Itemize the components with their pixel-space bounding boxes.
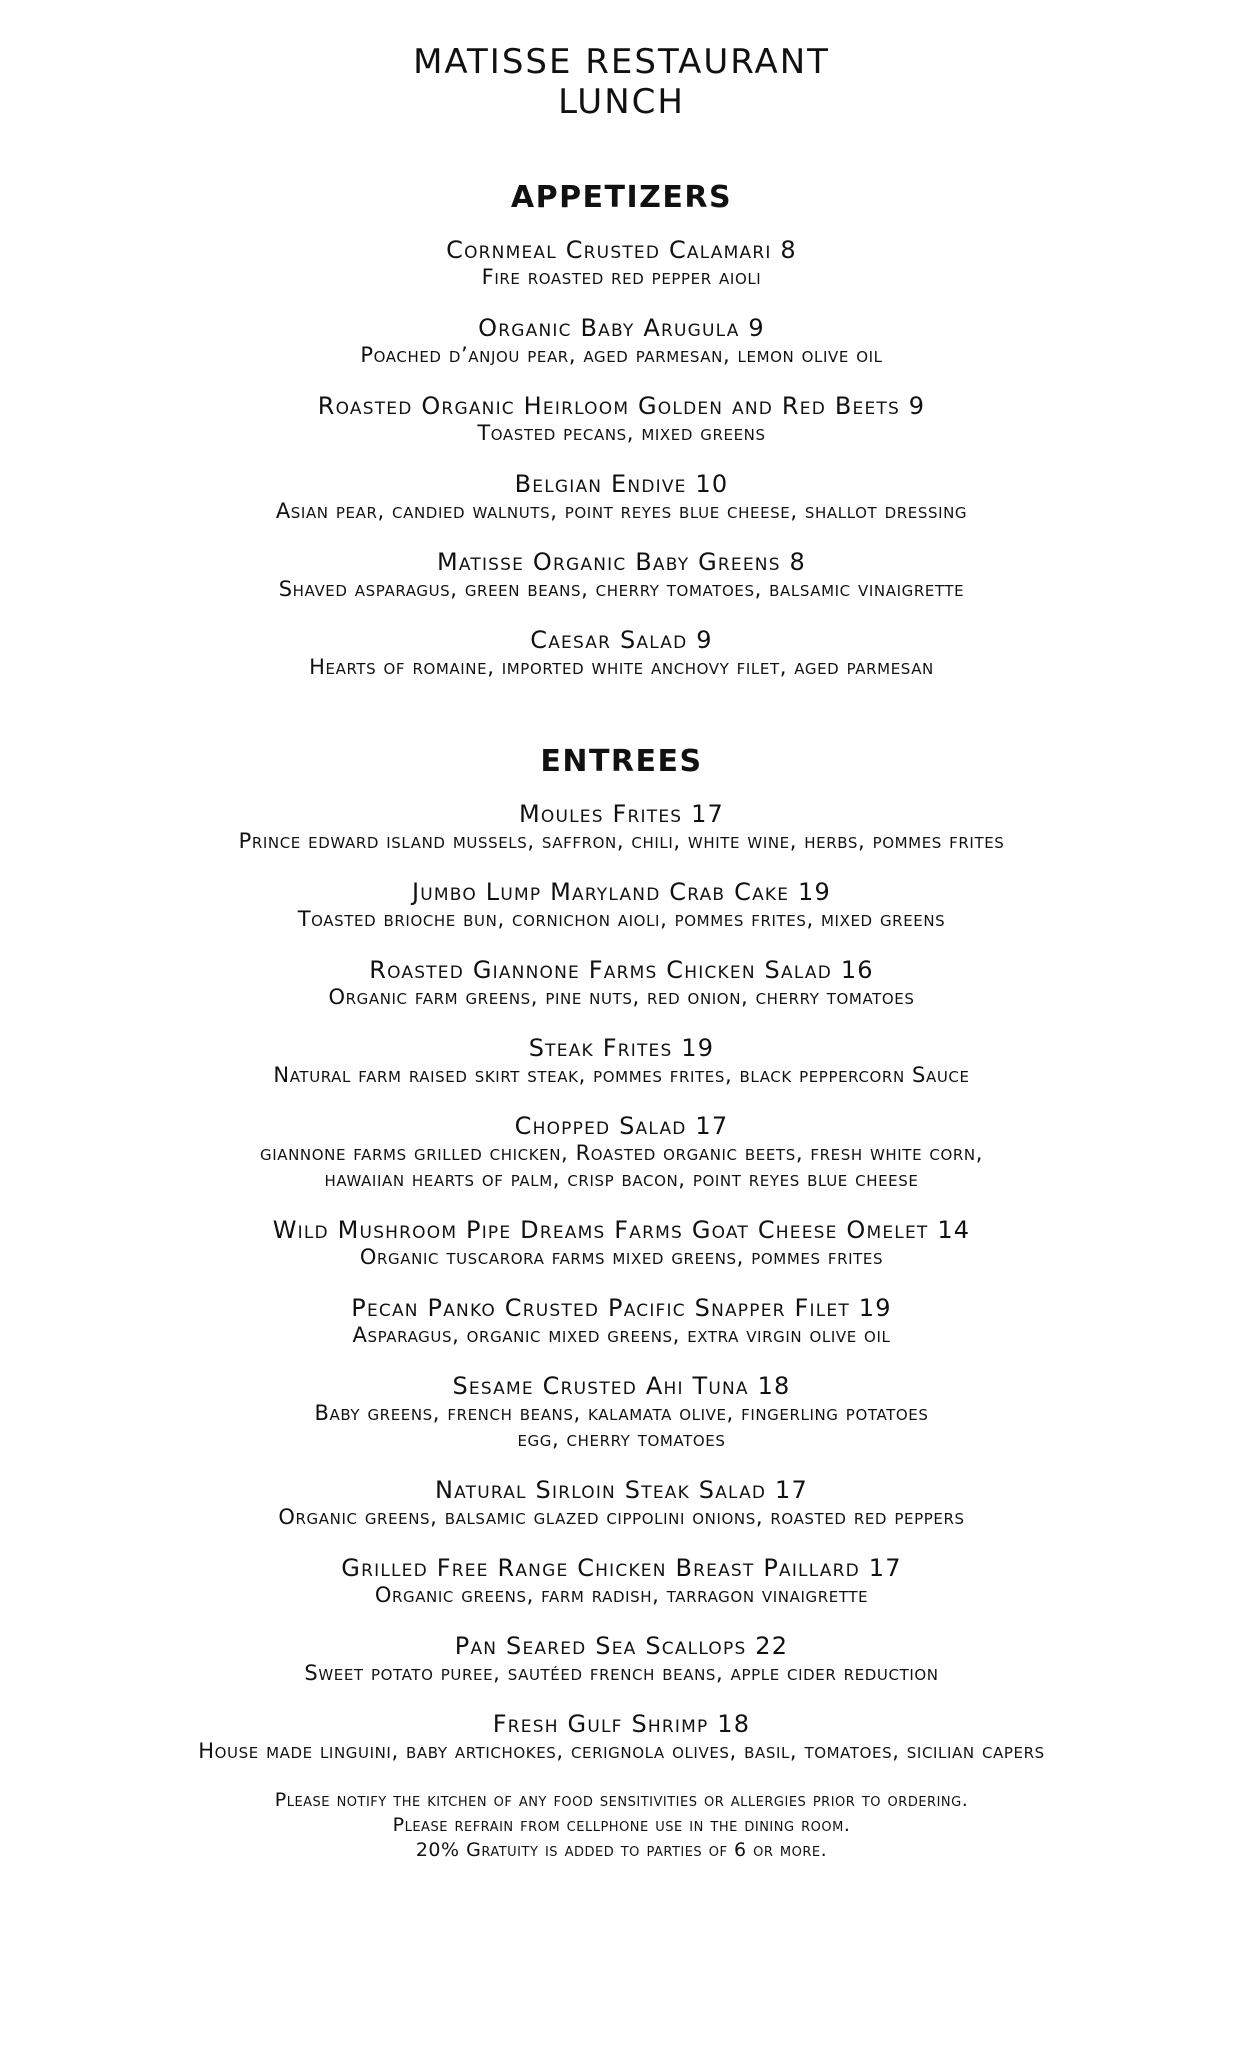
menu-item [0, 1034, 1243, 1088]
menu-item-name: Fresh Gulf Shrimp 18 [492, 1710, 751, 1738]
menu-header [0, 0, 1243, 122]
entrees-heading: ENTREES [540, 744, 703, 779]
menu-item-description: Organic tuscarora farms mixed greens, pommes frites [359, 1245, 884, 1269]
menu-item-description: egg, cherry tomatoes [517, 1427, 726, 1451]
menu-item-name: Roasted Giannone Farms Chicken Salad 16 [369, 956, 874, 984]
menu-item-description: Organic farm greens, pine nuts, red onion, cherry tomatoes [328, 985, 915, 1009]
appetizers-heading: APPETIZERS [510, 180, 733, 215]
menu-item-description: Asparagus, organic mixed greens, extra virgin olive oil [352, 1323, 891, 1347]
menu-item [0, 800, 1243, 854]
menu-item [0, 1554, 1243, 1608]
menu-item-name: Sesame Crusted Ahi Tuna 18 [452, 1372, 791, 1400]
appetizers-list [0, 236, 1243, 680]
menu-item-description: Shaved asparagus, green beans, cherry tomatoes, balsamic vinaigrette [278, 577, 965, 601]
menu-item-description: Natural farm raised skirt steak, pommes frites, black peppercorn Sauce [273, 1063, 970, 1087]
menu-item [0, 1710, 1243, 1764]
menu-item-description: Fire roasted red pepper aioli [481, 265, 762, 289]
menu-item-description: House made linguini, baby artichokes, cerignola olives, basil, tomatoes, sicilian capers [198, 1739, 1045, 1763]
menu-item-name: Belgian Endive 10 [514, 470, 729, 498]
menu-note: 20% Gratuity is added to parties of 6 or more. [415, 1839, 828, 1861]
menu-item [0, 1372, 1243, 1452]
menu-item [0, 392, 1243, 446]
entrees-list [0, 800, 1243, 1764]
menu-item-description: Prince edward island mussels, saffron, chili, white wine, herbs, pommes frites [238, 829, 1005, 853]
menu-item-description: Poached d’anjou pear, aged parmesan, lemon olive oil [360, 343, 883, 367]
menu-item-name: Grilled Free Range Chicken Breast Paillard 17 [341, 1554, 902, 1582]
menu-item-name: Organic Baby Arugula 9 [478, 314, 765, 342]
menu-item [0, 548, 1243, 602]
menu-item-name: Pecan Panko Crusted Pacific Snapper Filet 19 [351, 1294, 892, 1322]
menu-item [0, 1476, 1243, 1530]
menu-item-description: Hearts of romaine, imported white anchovy filet, aged parmesan [309, 655, 934, 679]
menu-item-name: Jumbo Lump Maryland Crab Cake 19 [412, 878, 831, 906]
menu-item [0, 878, 1243, 932]
restaurant-name: MATISSE RESTAURANT [413, 42, 830, 82]
menu-item-name: Roasted Organic Heirloom Golden and Red Beets 9 [317, 392, 926, 420]
menu-item-description: Sweet potato puree, sautéed french beans, apple cider reduction [304, 1661, 939, 1685]
menu-item [0, 1632, 1243, 1686]
menu-item [0, 1294, 1243, 1348]
menu-item [0, 236, 1243, 290]
menu-item [0, 1216, 1243, 1270]
menu-item-description: Baby greens, french beans, kalamata olive, fingerling potatoes [314, 1401, 929, 1425]
menu-item-name: Matisse Organic Baby Greens 8 [436, 548, 807, 576]
menu-item-name: Moules Frites 17 [518, 800, 725, 828]
menu-item [0, 626, 1243, 680]
entrees-section [0, 744, 1243, 1764]
menu-item-description: Organic greens, balsamic glazed cippolini onions, roasted red peppers [278, 1505, 965, 1529]
menu-item-name: Natural Sirloin Steak Salad 17 [435, 1476, 808, 1504]
menu-note: Please notify the kitchen of any food sensitivities or allergies prior to ordering. [274, 1789, 969, 1811]
menu-item [0, 1112, 1243, 1192]
menu-item-description: Toasted brioche bun, cornichon aioli, pommes frites, mixed greens [297, 907, 946, 931]
menu-item-name: Cornmeal Crusted Calamari 8 [446, 236, 797, 264]
menu-note: Please refrain from cellphone use in the dining room. [392, 1814, 851, 1836]
menu-item-name: Wild Mushroom Pipe Dreams Farms Goat Cheese Omelet 14 [272, 1216, 971, 1244]
menu-item [0, 470, 1243, 524]
appetizers-section [0, 180, 1243, 680]
menu-item [0, 314, 1243, 368]
menu-item [0, 956, 1243, 1010]
menu-item-description: Asian pear, candied walnuts, point reyes blue cheese, shallot dressing [275, 499, 968, 523]
menu-notes [0, 1788, 1243, 1863]
menu-item-description: Organic greens, farm radish, tarragon vinaigrette [374, 1583, 869, 1607]
menu-item-name: Steak Frites 19 [528, 1034, 715, 1062]
menu-item-name: Chopped Salad 17 [514, 1112, 729, 1140]
menu-item-name: Pan Seared Sea Scallops 22 [454, 1632, 789, 1660]
menu-item-description: giannone farms grilled chicken, Roasted organic beets, fresh white corn, [259, 1141, 984, 1165]
menu-item-name: Caesar Salad 9 [530, 626, 713, 654]
menu-item-description: Toasted pecans, mixed greens [477, 421, 766, 445]
meal-title: LUNCH [558, 82, 685, 122]
menu-item-description: hawaiian hearts of palm, crisp bacon, point reyes blue cheese [324, 1167, 919, 1191]
